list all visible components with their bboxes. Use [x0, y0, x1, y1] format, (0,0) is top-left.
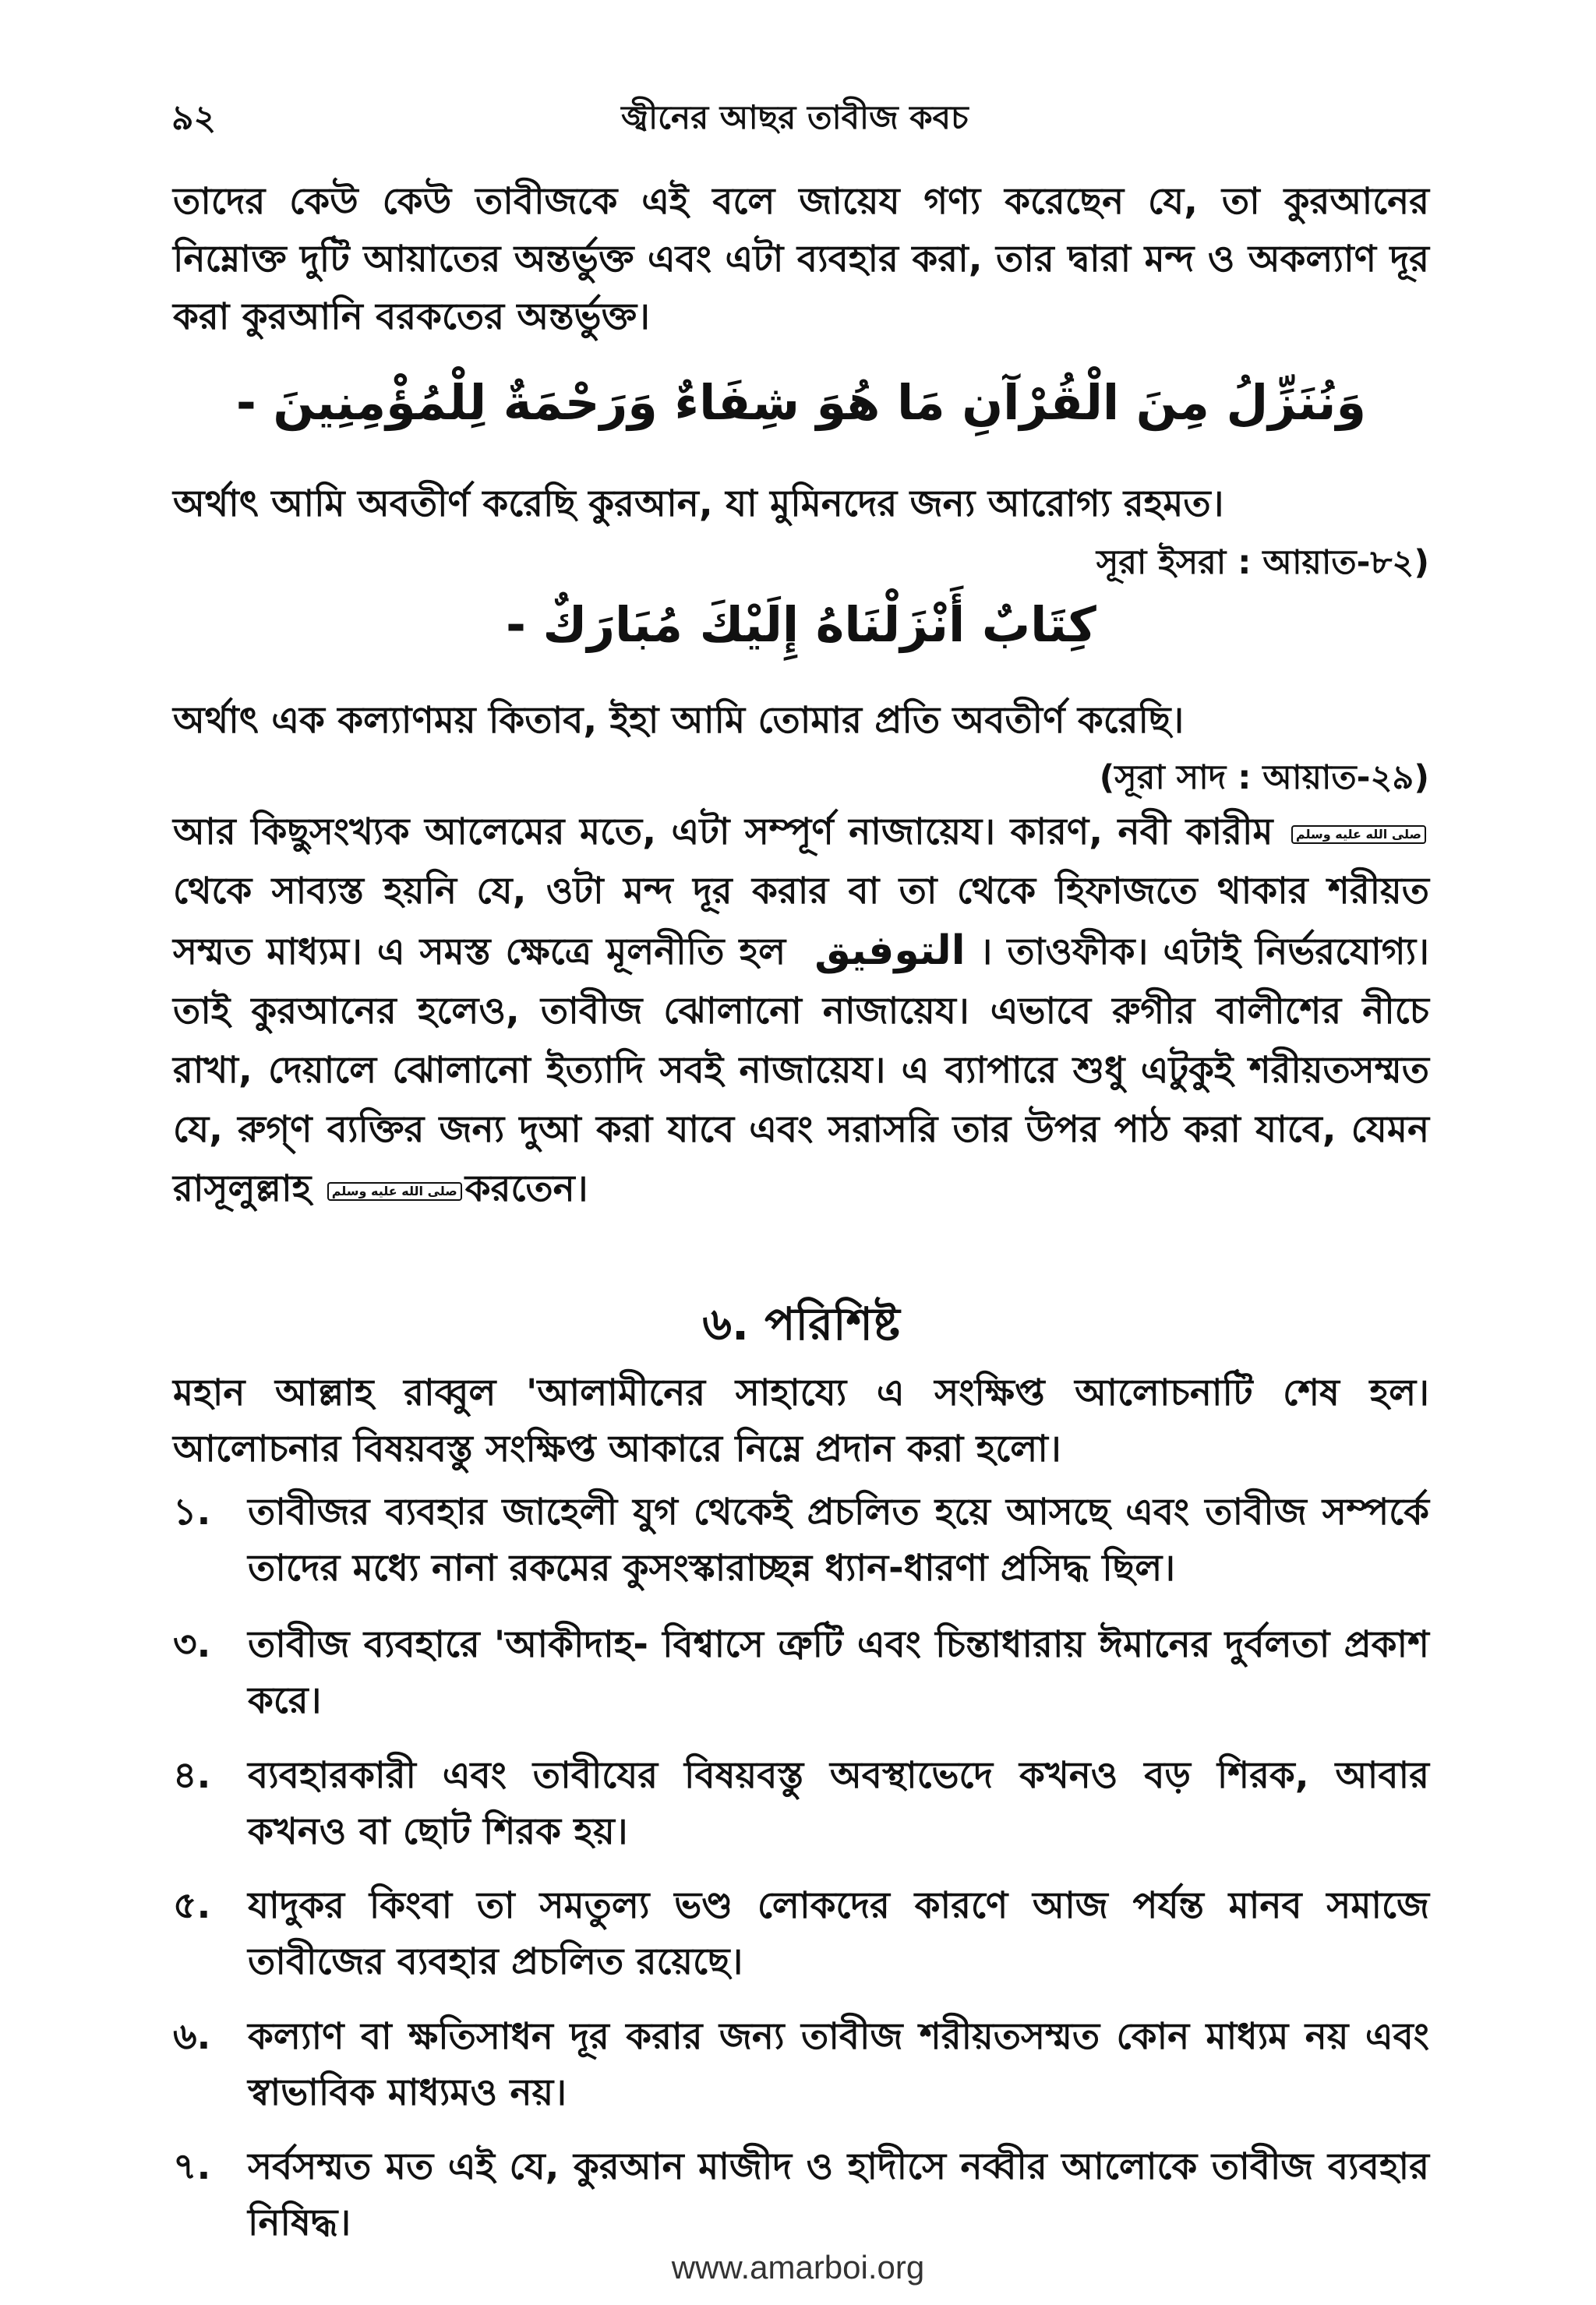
paragraph-opinion — [173, 803, 1429, 1219]
verse-2-meaning: অর্থাৎ এক কল্যাণময় কিতাব, ইহা আমি তোমার প্রতি অবতীর্ণ করেছি। — [173, 699, 1185, 742]
list-text: সর্বসম্মত মত এই যে, কুরআন মাজীদ ও হাদীসে নব্বীর আলোকে তাবীজ ব্যবহার নিষিদ্ধ। — [248, 2145, 1429, 2244]
list-number: ৩. — [173, 1623, 211, 1666]
list-text: ব্যবহারকারী এবং তাবীযের বিষয়বস্তু অবস্থাভেদে কখনও বড় শিরক, আবার কখনও বা ছোট শিরক হয়। — [248, 1754, 1429, 1853]
paragraph-opinion-part3: । তাওফীক। এটাই নির্ভরযোগ্য। তাই কুরআনের হলেও, তাবীজ ঝোলানো নাজায়েয। এভাবে রুগীর বালীশের নীচে রাখা, দেয়ালে ঝোলানো ইত্যাদি সবই নাজায়েয। এ ব্যাপারে শুধু এটুকুই শরীয়তসম্মত যে, রুগ্ণ ব্যক্তির জন্য দুআ করা যাবে এবং সরাসরি তার উপর পাঠ করা যাবে, যেমন রাসূলুল্লাহ — [173, 930, 1429, 1210]
list-text: কল্যাণ বা ক্ষতিসাধন দূর করার জন্য তাবীজ শরীয়তসম্মত কোন মাধ্যম নয় এবং স্বাভাবিক মাধ্যমও নয়। — [248, 2015, 1429, 2114]
salawat-mark: صلى الله عليه وسلم — [1291, 825, 1426, 844]
list-number: ৭. — [173, 2145, 211, 2188]
verse-2-reference: (সূরা সাদ : আয়াত-২৯) — [1099, 758, 1429, 797]
list-number: ৬. — [173, 2015, 211, 2058]
footer-watermark: www.amarboi.org — [671, 2249, 925, 2286]
list-text: যাদুকর কিংবা তা সমতুল্য ভণ্ড লোকদের কারণে আজ পর্যন্ত মানব সমাজে তাবীজের ব্যবহার প্রচলিত রয়েছে। — [248, 1884, 1429, 1983]
conclusion-intro: মহান আল্লাহ রাব্বুল 'আলামীনের সাহায্যে এ সংক্ষিপ্ত আলোচনাটি শেষ হল। আলোচনার বিষয়বস্তু সংক্ষিপ্ত আকারে নিম্নে প্রদান করা হলো। — [173, 1371, 1429, 1470]
salawat-mark: صلى الله عليه وسلم — [327, 1182, 462, 1201]
paragraph-intro: তাদের কেউ কেউ তাবীজকে এই বলে জায়েয গণ্য করেছেন যে, তা কুরআনের নিম্নোক্ত দুটি আয়াতের অন্তর্ভুক্ত এবং এটা ব্যবহার করা, তার দ্বারা মন্দ ও অকল্যাণ দূর করা কুরআনি বরকতের অন্তর্ভুক্ত। — [173, 180, 1429, 338]
list-number: ১. — [173, 1491, 211, 1534]
page-header — [171, 92, 1418, 146]
list-number: ৪. — [173, 1754, 211, 1797]
arabic-word-tawfiq: التوفيق — [814, 927, 966, 974]
page-number: ৯২ — [171, 98, 217, 138]
paragraph-opinion-part1: আর কিছুসংখ্যক আলেমের মতে, এটা সম্পূর্ণ নাজায়েয। কারণ, নবী কারীম — [173, 810, 1273, 853]
list-number: ৫. — [173, 1884, 211, 1927]
section-title: ৬. পরিশিষ্ট — [702, 1297, 900, 1350]
list-text: তাবীজর ব্যবহার জাহেলী যুগ থেকেই প্রচলিত হয়ে আসছে এবং তাবীজ সম্পর্কে তাদের মধ্যে নানা রকমের কুসংস্কারাচ্ছন্ন ধ্যান-ধারণা প্রসিদ্ধ ছিল। — [248, 1491, 1429, 1590]
list-text: তাবীজ ব্যবহারে 'আকীদাহ- বিশ্বাসে ত্রুটি এবং চিন্তাধারায় ঈমানের দুর্বলতা প্রকাশ করে। — [248, 1623, 1429, 1722]
arabic-verse-1: وَنُنَزِّلُ مِنَ الْقُرْآنِ مَا هُوَ شِفَاءٌ وَرَحْمَةٌ لِلْمُؤْمِنِينَ - — [236, 374, 1366, 431]
arabic-verse-2: كِتَابٌ أَنْزَلْنَاهُ إِلَيْكَ مُبَارَكٌ - — [506, 596, 1096, 653]
paragraph-opinion-part4: করতেন। — [464, 1167, 588, 1210]
running-title: জ্বীনের আছর তাবীজ কবচ — [621, 98, 969, 136]
paragraph-opinion-part2: থেকে সাব্যস্ত হয়নি যে, ওটা মন্দ দূর করার বা তা থেকে হিফাজতে থাকার শরীয়ত সম্মত মাধ্যম। এ সমস্ত ক্ষেত্রে মূলনীতি হল — [173, 870, 1429, 973]
verse-1-meaning: অর্থাৎ আমি অবতীর্ণ করেছি কুরআন, যা মুমিনদের জন্য আরোগ্য রহমত। — [173, 482, 1224, 525]
verse-1-reference: সূরা ইসরা : আয়াত-৮২) — [1096, 543, 1429, 582]
